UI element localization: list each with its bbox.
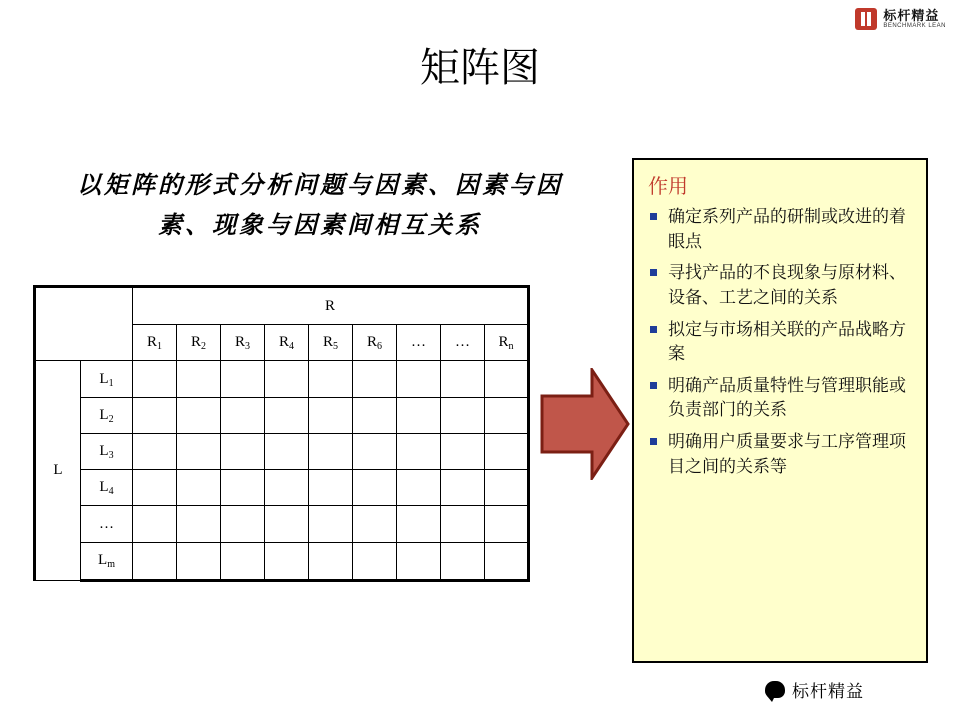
matrix-col-header: $R_1$ bbox=[133, 325, 177, 361]
matrix-cell bbox=[133, 397, 177, 433]
matrix-cell bbox=[397, 542, 441, 580]
matrix-col-header: $R_4$ bbox=[265, 325, 309, 361]
brand-text bbox=[883, 9, 946, 29]
right-arrow-icon bbox=[540, 368, 630, 480]
matrix-cell bbox=[309, 542, 353, 580]
brand-logo bbox=[855, 8, 946, 30]
matrix-cell bbox=[485, 542, 529, 580]
table-row bbox=[35, 542, 529, 580]
matrix-cell bbox=[397, 470, 441, 506]
wechat-icon bbox=[765, 681, 785, 698]
matrix-cell bbox=[133, 433, 177, 469]
table-row bbox=[35, 506, 529, 542]
matrix-cell bbox=[177, 506, 221, 542]
matrix-row-header: $L_4$ bbox=[81, 470, 133, 506]
matrix-cell bbox=[485, 470, 529, 506]
callout-title: 作用 bbox=[648, 176, 688, 198]
matrix-cell bbox=[353, 433, 397, 469]
list-item: 确定系列产品的研制或改进的着眼点 bbox=[646, 205, 912, 254]
list-item: 拟定与市场相关联的产品战略方案 bbox=[646, 318, 912, 367]
matrix-cell bbox=[221, 470, 265, 506]
matrix-cell bbox=[133, 506, 177, 542]
table-row bbox=[35, 433, 529, 469]
matrix-cell bbox=[309, 361, 353, 397]
footer-text: 标杆精益 bbox=[792, 682, 864, 701]
matrix-l-label: L bbox=[35, 361, 81, 581]
matrix-cell bbox=[353, 506, 397, 542]
list-item: 寻找产品的不良现象与原材料、设备、工艺之间的关系 bbox=[646, 261, 912, 310]
matrix-cell bbox=[177, 361, 221, 397]
matrix-cell bbox=[485, 506, 529, 542]
matrix-r-label: R bbox=[133, 287, 529, 325]
matrix-cell bbox=[309, 470, 353, 506]
matrix-cell bbox=[397, 506, 441, 542]
list-item: 明确用户质量要求与工序管理项目之间的关系等 bbox=[646, 430, 912, 479]
matrix-cell bbox=[397, 433, 441, 469]
footer-wechat-mark bbox=[765, 677, 864, 702]
matrix-cell bbox=[221, 506, 265, 542]
matrix-col-header: $R_2$ bbox=[177, 325, 221, 361]
matrix-col-header: $R_6$ bbox=[353, 325, 397, 361]
brand-name-cn: 标杆精益 bbox=[883, 8, 940, 24]
matrix-cell bbox=[221, 361, 265, 397]
matrix-cell bbox=[309, 506, 353, 542]
matrix-cell bbox=[221, 542, 265, 580]
matrix-table bbox=[33, 285, 530, 582]
matrix-cell bbox=[265, 506, 309, 542]
matrix-cell bbox=[265, 470, 309, 506]
table-row bbox=[35, 397, 529, 433]
matrix-cell bbox=[441, 397, 485, 433]
matrix-row-header: $L_3$ bbox=[81, 433, 133, 469]
matrix-cell bbox=[441, 506, 485, 542]
matrix-col-header: $R_5$ bbox=[309, 325, 353, 361]
matrix-cell bbox=[309, 397, 353, 433]
matrix-col-header: $R_3$ bbox=[221, 325, 265, 361]
list-item: 明确产品质量特性与管理职能或负责部门的关系 bbox=[646, 374, 912, 423]
matrix-cell bbox=[133, 542, 177, 580]
matrix-cell bbox=[485, 397, 529, 433]
brand-name-en: BENCHMARK LEAN bbox=[883, 22, 946, 29]
matrix-col-header: $R_n$ bbox=[485, 325, 529, 361]
matrix-cell bbox=[353, 542, 397, 580]
matrix-cell bbox=[353, 470, 397, 506]
matrix-cell bbox=[441, 542, 485, 580]
matrix-cell bbox=[265, 361, 309, 397]
callout-box bbox=[632, 158, 928, 663]
matrix-cell bbox=[441, 433, 485, 469]
matrix-row-header: $L_2$ bbox=[81, 397, 133, 433]
matrix-cell bbox=[397, 397, 441, 433]
matrix-col-header: … bbox=[397, 325, 441, 361]
matrix-row-header: $L_1$ bbox=[81, 361, 133, 397]
matrix-cell bbox=[221, 397, 265, 433]
matrix-cell bbox=[485, 433, 529, 469]
matrix-diagram bbox=[33, 285, 525, 582]
slide-caption: 以矩阵的形式分析问题与因素、因素与因素、现象与因素间相互关系 bbox=[77, 170, 563, 239]
matrix-cell bbox=[265, 433, 309, 469]
matrix-row-header: … bbox=[81, 506, 133, 542]
page-title: 矩阵图 bbox=[420, 45, 540, 90]
callout-list bbox=[646, 205, 912, 479]
matrix-cell bbox=[397, 361, 441, 397]
matrix-cell bbox=[177, 470, 221, 506]
table-row bbox=[35, 361, 529, 397]
table-row bbox=[35, 470, 529, 506]
matrix-cell bbox=[309, 433, 353, 469]
matrix-cell bbox=[177, 397, 221, 433]
matrix-col-header: … bbox=[441, 325, 485, 361]
matrix-cell bbox=[133, 470, 177, 506]
matrix-cell bbox=[441, 470, 485, 506]
matrix-cell bbox=[441, 361, 485, 397]
matrix-row-header: $L_m$ bbox=[81, 542, 133, 580]
matrix-cell bbox=[353, 361, 397, 397]
matrix-cell bbox=[133, 361, 177, 397]
matrix-cell bbox=[265, 542, 309, 580]
matrix-cell bbox=[265, 397, 309, 433]
table-row bbox=[35, 287, 529, 325]
matrix-corner-cell bbox=[35, 287, 133, 361]
matrix-cell bbox=[177, 433, 221, 469]
matrix-cell bbox=[353, 397, 397, 433]
matrix-cell bbox=[221, 433, 265, 469]
matrix-cell bbox=[177, 542, 221, 580]
matrix-cell bbox=[485, 361, 529, 397]
benchmark-lean-logo-icon bbox=[855, 8, 877, 30]
